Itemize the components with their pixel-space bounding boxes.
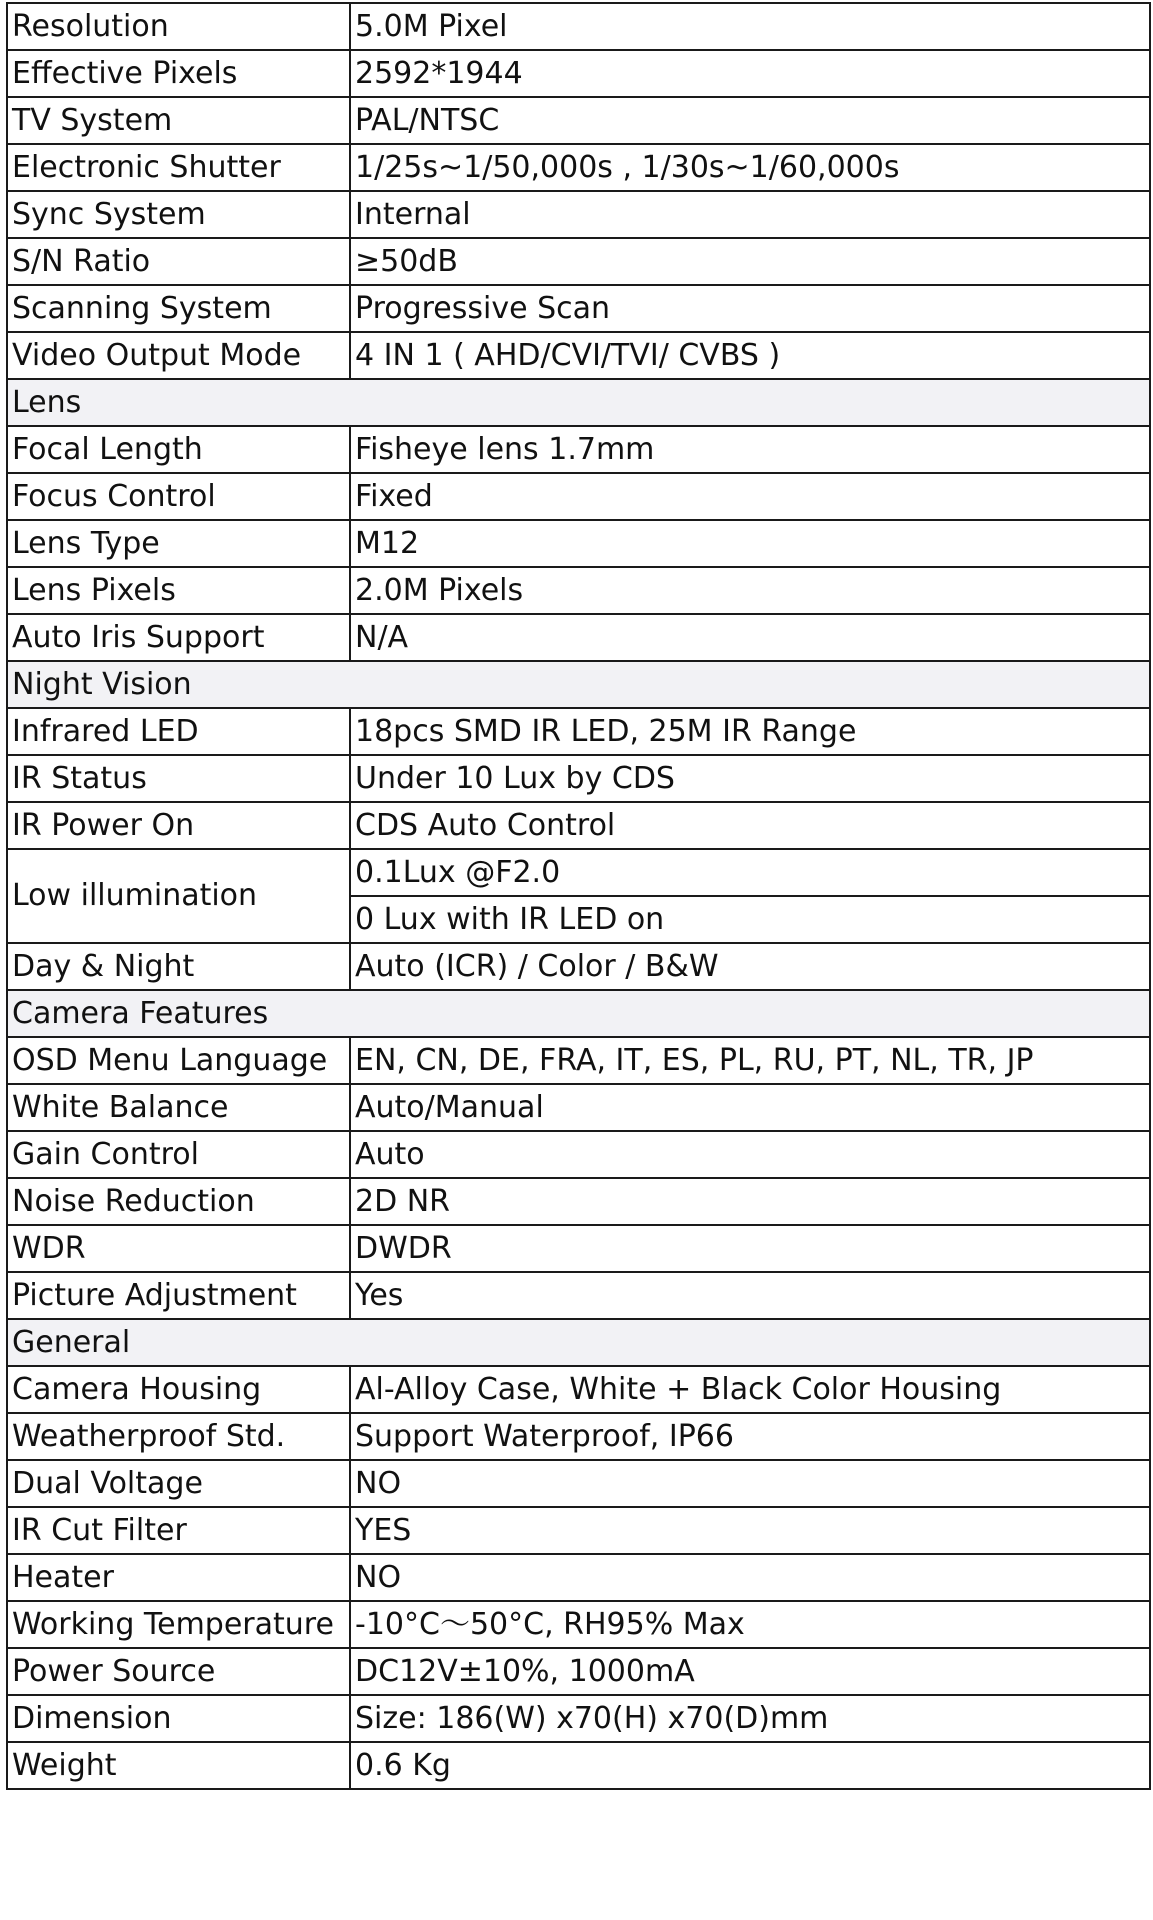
spec-value: Size: 186(W) x70(H) x70(D)mm <box>350 1695 1150 1742</box>
spec-value: Under 10 Lux by CDS <box>350 755 1150 802</box>
spec-row <box>7 943 1150 990</box>
spec-label: Dimension <box>7 1695 350 1742</box>
spec-value: 2D NR <box>350 1178 1150 1225</box>
section-title: Lens <box>7 379 1150 426</box>
spec-row <box>7 1648 1150 1695</box>
spec-value: Auto/Manual <box>350 1084 1150 1131</box>
spec-label: OSD Menu Language <box>7 1037 350 1084</box>
spec-row <box>7 144 1150 191</box>
spec-row <box>7 1272 1150 1319</box>
section-title: General <box>7 1319 1150 1366</box>
spec-label: Noise Reduction <box>7 1178 350 1225</box>
spec-row <box>7 285 1150 332</box>
spec-value: 5.0M Pixel <box>350 3 1150 50</box>
spec-value: Fisheye lens 1.7mm <box>350 426 1150 473</box>
spec-value: M12 <box>350 520 1150 567</box>
spec-row <box>7 1554 1150 1601</box>
spec-label: IR Status <box>7 755 350 802</box>
spec-value: DWDR <box>350 1225 1150 1272</box>
spec-label: Picture Adjustment <box>7 1272 350 1319</box>
section-title: Camera Features <box>7 990 1150 1037</box>
spec-row <box>7 1601 1150 1648</box>
spec-row <box>7 1460 1150 1507</box>
spec-row <box>7 1225 1150 1272</box>
spec-label: Weatherproof Std. <box>7 1413 350 1460</box>
section-header-row <box>7 661 1150 708</box>
spec-row <box>7 426 1150 473</box>
spec-value: PAL/NTSC <box>350 97 1150 144</box>
spec-value: 0.1Lux @F2.0 <box>350 849 1150 896</box>
spec-label: IR Power On <box>7 802 350 849</box>
spec-label: Focal Length <box>7 426 350 473</box>
spec-row <box>7 849 1150 896</box>
spec-row <box>7 238 1150 285</box>
spec-value: Progressive Scan <box>350 285 1150 332</box>
spec-label: Auto Iris Support <box>7 614 350 661</box>
spec-label: Dual Voltage <box>7 1460 350 1507</box>
section-header-row <box>7 1319 1150 1366</box>
spec-row <box>7 332 1150 379</box>
spec-row <box>7 1742 1150 1789</box>
spec-label: Effective Pixels <box>7 50 350 97</box>
section-title: Night Vision <box>7 661 1150 708</box>
spec-row <box>7 1037 1150 1084</box>
spec-label: White Balance <box>7 1084 350 1131</box>
spec-label: Day & Night <box>7 943 350 990</box>
spec-label: Heater <box>7 1554 350 1601</box>
spec-label: Weight <box>7 1742 350 1789</box>
spec-row <box>7 473 1150 520</box>
section-header-row <box>7 990 1150 1037</box>
spec-value: CDS Auto Control <box>350 802 1150 849</box>
spec-value: 0 Lux with IR LED on <box>350 896 1150 943</box>
spec-row <box>7 1366 1150 1413</box>
spec-label: TV System <box>7 97 350 144</box>
spec-label: Gain Control <box>7 1131 350 1178</box>
spec-label: Low illumination <box>7 849 350 943</box>
spec-row <box>7 708 1150 755</box>
spec-label: Scanning System <box>7 285 350 332</box>
spec-row <box>7 614 1150 661</box>
spec-row <box>7 1178 1150 1225</box>
spec-label: Resolution <box>7 3 350 50</box>
spec-label: WDR <box>7 1225 350 1272</box>
spec-row <box>7 1507 1150 1554</box>
spec-label: IR Cut Filter <box>7 1507 350 1554</box>
spec-value: YES <box>350 1507 1150 1554</box>
spec-row <box>7 1695 1150 1742</box>
spec-value: 2592*1944 <box>350 50 1150 97</box>
spec-value: Yes <box>350 1272 1150 1319</box>
spec-label: Video Output Mode <box>7 332 350 379</box>
spec-value: 4 IN 1 ( AHD/CVI/TVI/ CVBS ) <box>350 332 1150 379</box>
spec-row <box>7 50 1150 97</box>
spec-label: Working Temperature <box>7 1601 350 1648</box>
spec-table <box>6 2 1151 1790</box>
spec-row <box>7 1131 1150 1178</box>
spec-table-body <box>7 3 1150 1789</box>
spec-value: Support Waterproof, IP66 <box>350 1413 1150 1460</box>
spec-value: 0.6 Kg <box>350 1742 1150 1789</box>
spec-row <box>7 755 1150 802</box>
spec-value: 2.0M Pixels <box>350 567 1150 614</box>
spec-row <box>7 3 1150 50</box>
spec-row <box>7 1084 1150 1131</box>
spec-value: ≥50dB <box>350 238 1150 285</box>
spec-row <box>7 191 1150 238</box>
spec-label: Camera Housing <box>7 1366 350 1413</box>
spec-value: N/A <box>350 614 1150 661</box>
spec-label: Focus Control <box>7 473 350 520</box>
section-header-row <box>7 379 1150 426</box>
spec-value: Al-Alloy Case, White + Black Color Housing <box>350 1366 1150 1413</box>
spec-value: Auto (ICR) / Color / B&W <box>350 943 1150 990</box>
spec-label: Infrared LED <box>7 708 350 755</box>
spec-row <box>7 520 1150 567</box>
spec-row <box>7 567 1150 614</box>
spec-label: S/N Ratio <box>7 238 350 285</box>
spec-value: Internal <box>350 191 1150 238</box>
spec-row <box>7 97 1150 144</box>
spec-label: Electronic Shutter <box>7 144 350 191</box>
spec-value: 1/25s~1/50,000s , 1/30s~1/60,000s <box>350 144 1150 191</box>
spec-label: Lens Type <box>7 520 350 567</box>
spec-value: Auto <box>350 1131 1150 1178</box>
spec-label: Sync System <box>7 191 350 238</box>
spec-value: -10°C～50°C, RH95% Max <box>350 1601 1150 1648</box>
spec-value: NO <box>350 1460 1150 1507</box>
spec-value: Fixed <box>350 473 1150 520</box>
spec-value: EN, CN, DE, FRA, IT, ES, PL, RU, PT, NL, TR, JP <box>350 1037 1150 1084</box>
spec-row <box>7 802 1150 849</box>
spec-label: Power Source <box>7 1648 350 1695</box>
spec-value: NO <box>350 1554 1150 1601</box>
spec-value: DC12V±10%, 1000mA <box>350 1648 1150 1695</box>
spec-row <box>7 1413 1150 1460</box>
spec-label: Lens Pixels <box>7 567 350 614</box>
spec-value: 18pcs SMD IR LED, 25M IR Range <box>350 708 1150 755</box>
